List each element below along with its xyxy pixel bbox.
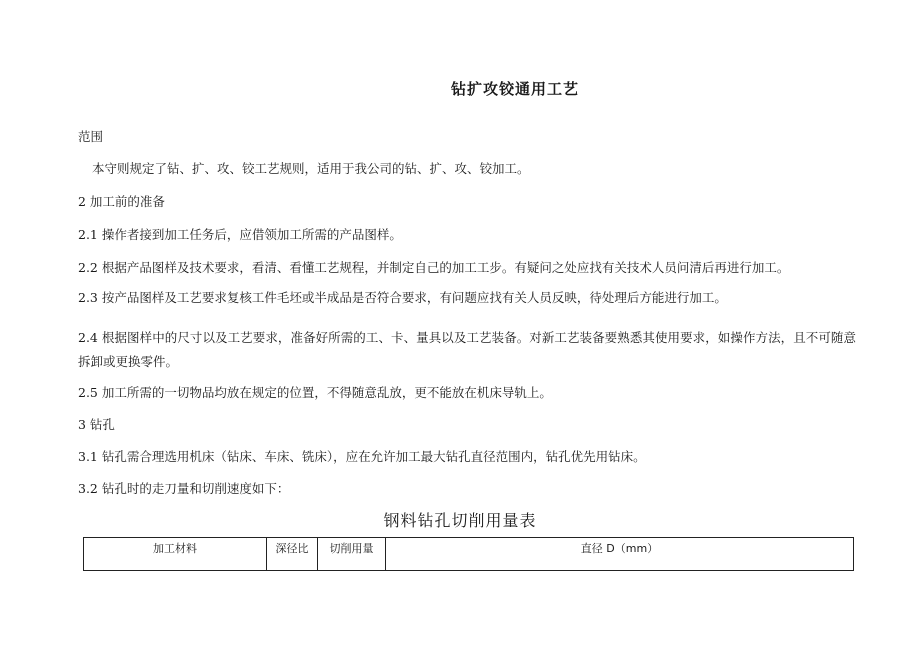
header-diameter: 直径 D（mm） [386,538,854,571]
paragraph-2-1: 2.1 操作者接到加工任务后，应借领加工所需的产品图样。 [78,227,402,242]
table-title: 钢料钻孔切削用量表 [383,511,537,530]
scope-heading: 范围 [78,129,104,144]
document-title: 钻扩攻铰通用工艺 [450,80,579,98]
paragraph-2-5: 2.5 加工所需的一切物品均放在规定的位置，不得随意乱放，更不能放在机床导轨上。 [78,385,552,400]
paragraph-3-2: 3.2 钻孔时的走刀量和切削速度如下： [78,481,290,496]
prep-heading: 2 加工前的准备 [78,194,165,209]
paragraph-2-4: 2.4 根据图样中的尺寸以及工艺要求，准备好所需的工、卡、量具以及工艺装备。对新工艺装备要熟悉其使用要求，如操作方法，且不可随意拆卸或更换零件。 [78,330,856,369]
paragraph-2-2: 2.2 根据产品图样及技术要求，看清、看懂工艺规程，并制定自己的加工工步。有疑问之处应找有关技术人员问清后再进行加工。 [78,260,790,275]
cutting-parameters-table [83,537,854,571]
header-depth-ratio: 深径比 [267,538,318,571]
table-header-row [84,538,854,571]
drill-heading: 3 钻孔 [78,417,115,432]
header-material: 加工材料 [84,538,267,571]
paragraph-2-3: 2.3 按产品图样及工艺要求复核工件毛坯或半成品是否符合要求，有问题应找有关人员反映，待处理后方能进行加工。 [78,290,727,305]
header-cutting-amount: 切削用量 [318,538,386,571]
paragraph-3-1: 3.1 钻孔需合理选用机床（钻床、车床、铣床），应在允许加工最大钻孔直径范围内，钻孔优先用钻床。 [78,449,646,464]
scope-text: 本守则规定了钻、扩、攻、铰工艺规则，适用于我公司的钻、扩、攻、铰加工。 [92,161,530,176]
